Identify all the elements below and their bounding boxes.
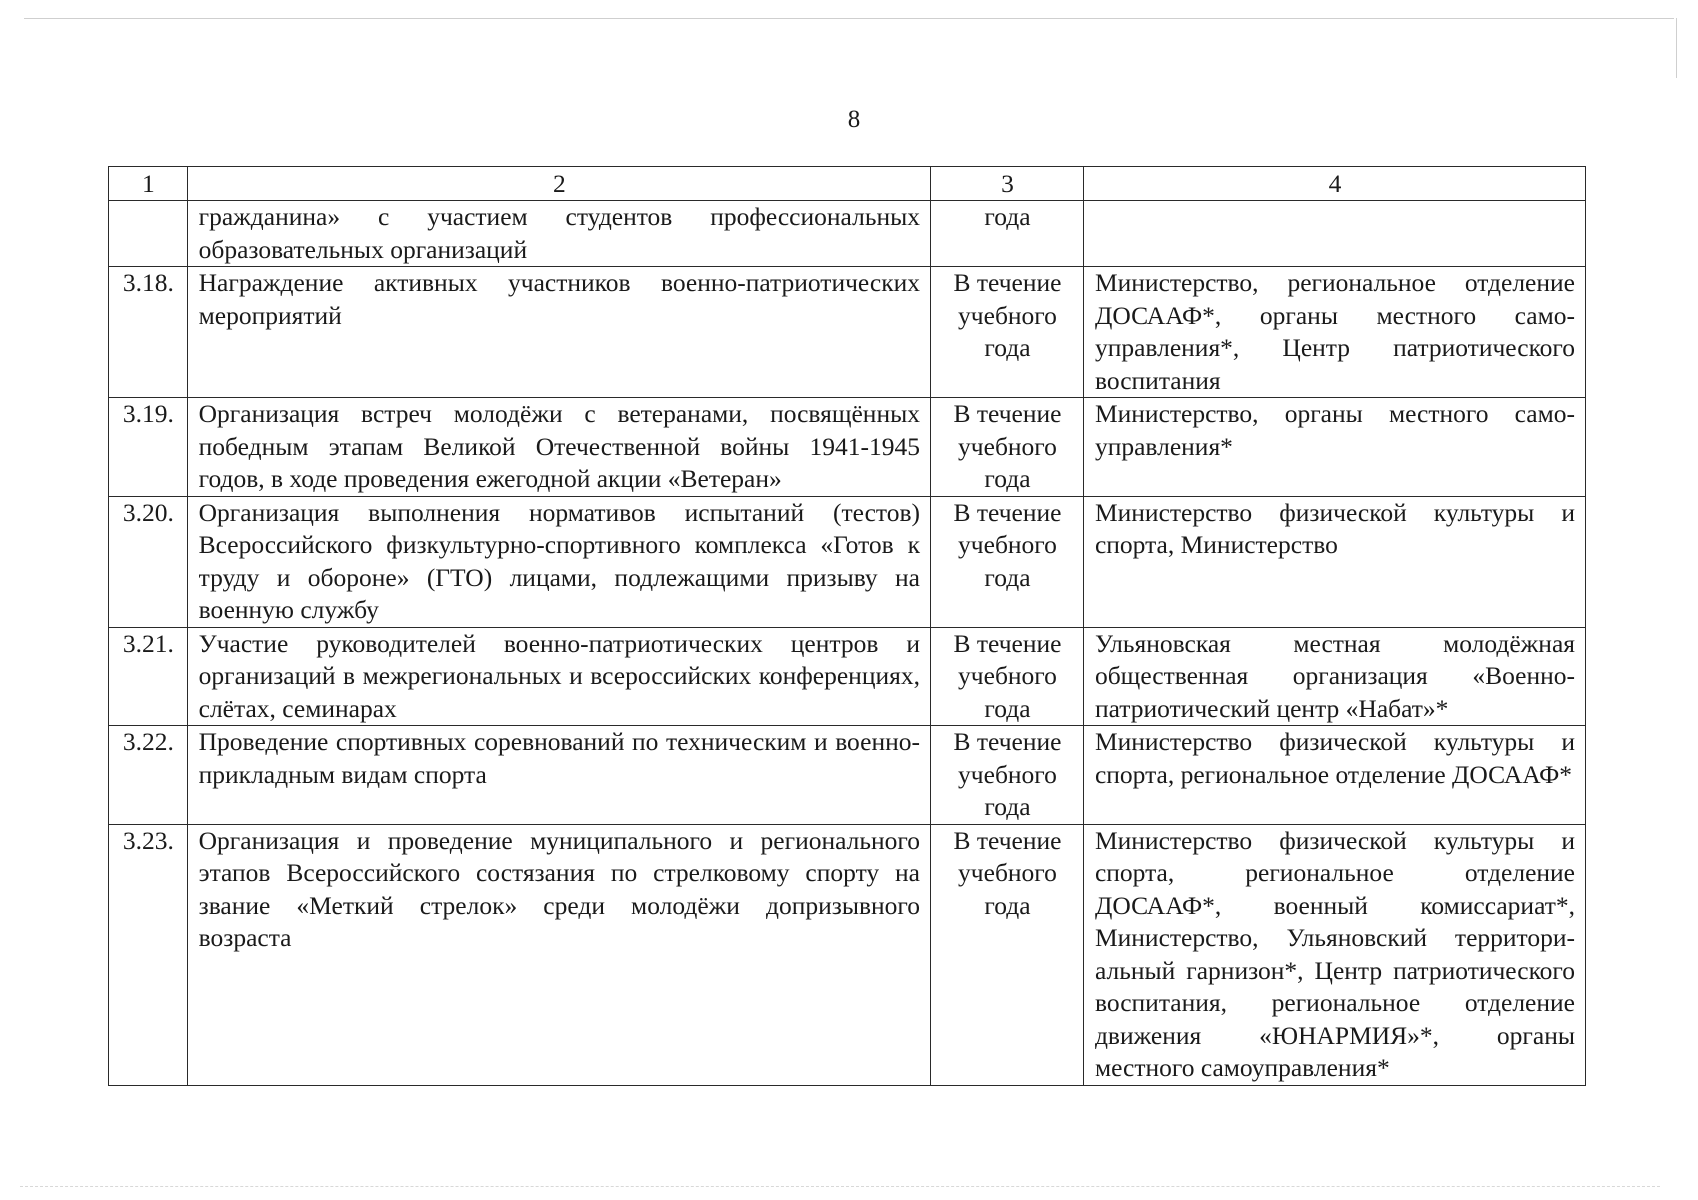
column-header: 2 [187, 167, 930, 201]
table-row [109, 627, 1586, 726]
item-term: В течение учебного года [930, 627, 1083, 726]
item-responsible: Министерство физической культуры и спорта, региональное отделение ДОСААФ*, военный комиссариат*, Министерство, Ульяновский территориальный гарнизон*, Центр патриотического воспитания, региональное отделение движения «ЮНАРМИЯ»*, органы местного самоуправления* [1083, 824, 1585, 1085]
table-header-row [109, 167, 1586, 201]
table-row [109, 496, 1586, 627]
page-number: 8 [847, 106, 861, 133]
item-number: 3.21. [109, 627, 188, 726]
table-row [109, 726, 1586, 825]
item-responsible: Ульяновская местная молодёжная общественная организация «Военно-патриотический центр «Набат»* [1083, 627, 1585, 726]
column-header: 1 [109, 167, 188, 201]
table-row [109, 398, 1586, 497]
table-row [109, 267, 1586, 398]
scan-edge [1676, 18, 1677, 78]
item-responsible: Министерство физической культуры и спорта, Министерство [1083, 496, 1585, 627]
item-description: Организация выполнения нормативов испытаний (тестов) Всероссийского физкультурно-спортивного комплекса «Готов к труду и обороне» (ГТО) лицами, подлежащими призыву на военную службу [187, 496, 930, 627]
item-number: 3.18. [109, 267, 188, 398]
item-responsible: Министерство, региональное отделение ДОСААФ*, органы местного самоуправления*, Центр патриотического воспитания [1083, 267, 1585, 398]
item-description: Организация встреч молодёжи с ветеранами, посвящённых победным этапам Великой Отечественной войны 1941-1945 годов, в ходе проведения ежегодной акции «Ветеран» [187, 398, 930, 497]
item-description: Проведение спортивных соревнований по техническим и военно-прикладным видам спорта [187, 726, 930, 825]
item-term: В течение учебного года [930, 496, 1083, 627]
table-row [109, 201, 1586, 267]
table-row [109, 824, 1586, 1085]
plan-table [108, 166, 1586, 1086]
item-term: В течение учебного года [930, 726, 1083, 825]
item-responsible [1083, 201, 1585, 267]
item-description: Организация и проведение муниципального и регионального этапов Всероссийского состязания по стрелковому спорту на звание «Меткий стрелок» среди молодёжи допризывного возраста [187, 824, 930, 1085]
item-number: 3.23. [109, 824, 188, 1085]
item-description: Участие руководителей военно-патриотических центров и организаций в межрегиональных и всероссийских конференциях, слётах, семинарах [187, 627, 930, 726]
item-responsible: Министерство, органы местного самоуправления* [1083, 398, 1585, 497]
item-number: 3.20. [109, 496, 188, 627]
column-header: 3 [930, 167, 1083, 201]
item-responsible: Министерство физической культуры и спорта, региональное отделение ДОСААФ* [1083, 726, 1585, 825]
item-term: года [930, 201, 1083, 267]
scan-edge [20, 1186, 1660, 1187]
item-description: Награждение активных участников военно-патриотических мероприятий [187, 267, 930, 398]
item-term: В течение учебного года [930, 398, 1083, 497]
item-number [109, 201, 188, 267]
column-header: 4 [1083, 167, 1585, 201]
item-term: В течение учебного года [930, 267, 1083, 398]
item-number: 3.19. [109, 398, 188, 497]
item-number: 3.22. [109, 726, 188, 825]
scan-edge [24, 18, 1674, 19]
item-term: В течение учебного года [930, 824, 1083, 1085]
item-description: гражданина» с участием студентов профессиональных образовательных организаций [187, 201, 930, 267]
